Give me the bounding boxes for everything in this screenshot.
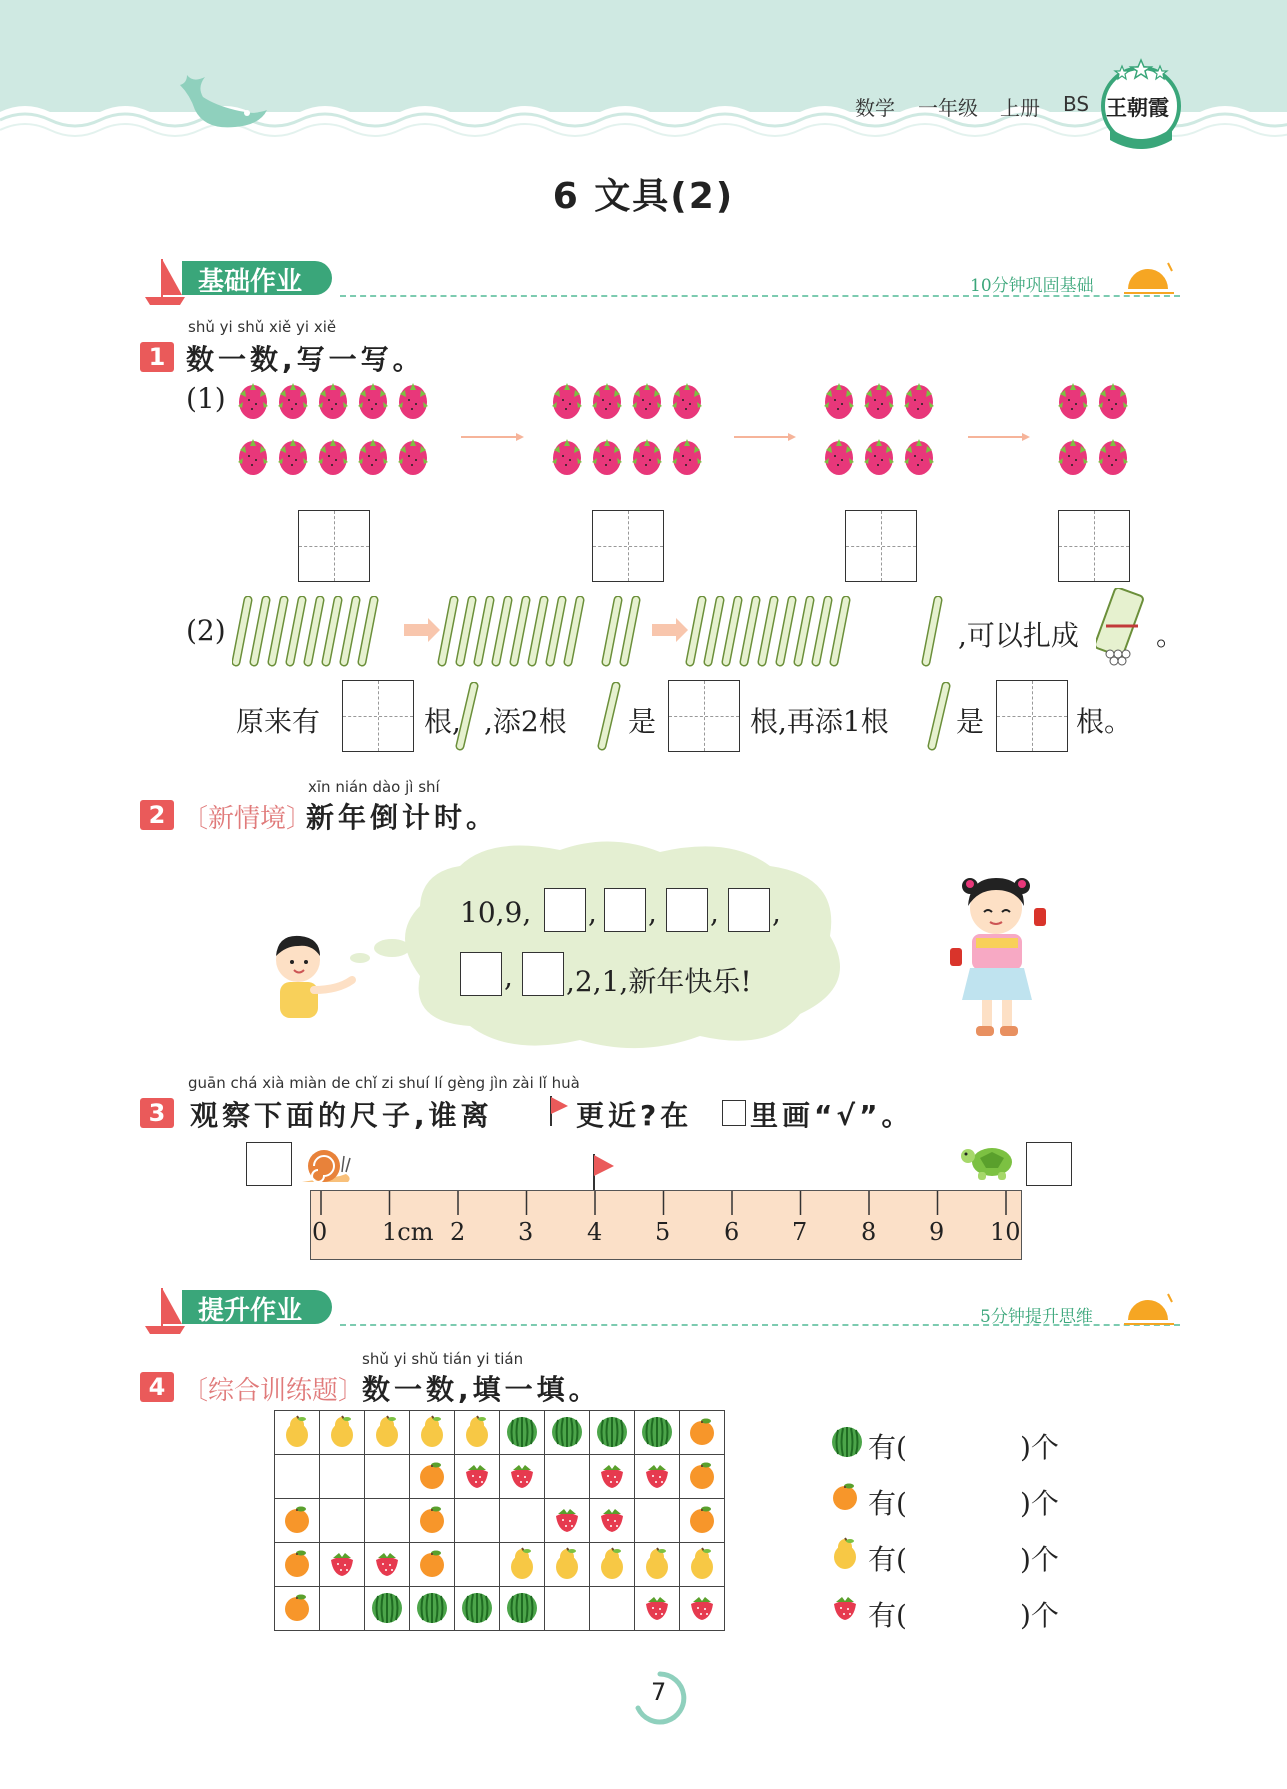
watermelon-icon	[370, 1609, 404, 1628]
orange-icon	[830, 1480, 860, 1516]
answer-box-q1-2c[interactable]	[996, 680, 1068, 752]
sunset-icon	[1120, 1288, 1180, 1328]
grid-cell	[545, 1411, 590, 1455]
grid-cell	[410, 1543, 455, 1587]
q1-line2-e: 根,再添1根	[750, 705, 889, 738]
answer-box-q2-2[interactable]	[604, 888, 646, 932]
strawberry-icon	[552, 1519, 582, 1538]
grid-cell	[275, 1411, 320, 1455]
q3-text-c: 里画“√”。	[750, 1099, 914, 1132]
pear-icon	[642, 1565, 672, 1584]
grid-cell	[590, 1411, 635, 1455]
answer-blank[interactable]	[926, 1426, 1016, 1462]
q4-pinyin: shǔ yi shǔ tián yi tián	[362, 1350, 524, 1368]
answer-row-orange	[830, 1478, 1070, 1522]
ruler-label-0: 0	[312, 1218, 328, 1246]
grid-cell	[545, 1499, 590, 1543]
square-symbol	[722, 1100, 746, 1126]
answer-unit: )个	[1020, 1543, 1059, 1576]
strawberry-icon	[830, 1592, 860, 1626]
grid-cell	[635, 1455, 680, 1499]
section-header-basic	[140, 255, 1180, 305]
pear-icon	[597, 1565, 627, 1584]
q2-comma: ,	[648, 896, 657, 929]
q1-number: 1	[140, 342, 174, 372]
grid-cell	[635, 1411, 680, 1455]
q1-line2-d: 是	[628, 705, 657, 738]
q2-pinyin: xīn nián dào jì shí	[308, 778, 440, 796]
grid-cell	[320, 1499, 365, 1543]
grid-cell	[365, 1499, 410, 1543]
answer-box-q2-1[interactable]	[544, 888, 586, 932]
grid-cell	[500, 1455, 545, 1499]
pear-icon	[552, 1565, 582, 1584]
answer-unit: )个	[1020, 1487, 1059, 1520]
ruler-label-3: 3	[518, 1218, 534, 1246]
watermelon-icon	[830, 1424, 864, 1462]
q2-text: 新年倒计时。	[306, 801, 499, 834]
section-time-note: 5分钟提升思维	[980, 1307, 1093, 1327]
header-subject: 数学	[855, 96, 895, 120]
stick-icon	[594, 682, 624, 752]
answer-unit: )个	[1020, 1431, 1059, 1464]
q1-text: 数一数,写一写。	[186, 343, 425, 376]
stick-icon	[452, 682, 482, 752]
grid-row	[275, 1587, 725, 1631]
answer-label: 有(	[868, 1543, 907, 1576]
answer-row-watermelon	[830, 1422, 1070, 1466]
q4-number: 4	[140, 1372, 174, 1402]
q1-line2-a: 原来有	[236, 705, 321, 738]
fruit-grid	[274, 1410, 725, 1631]
section-time-note: 10分钟巩固基础	[970, 276, 1094, 296]
section-label: 提升作业	[198, 1296, 303, 1326]
header-edition: BS	[1063, 92, 1090, 116]
orange-icon	[687, 1432, 717, 1451]
ruler-label-8: 8	[861, 1218, 877, 1246]
answer-box-q2-6[interactable]	[522, 952, 564, 996]
answer-box-q1-1a[interactable]	[298, 510, 370, 582]
grid-cell	[500, 1411, 545, 1455]
orange-icon	[282, 1608, 312, 1627]
grid-row	[275, 1543, 725, 1587]
page-header	[0, 0, 1287, 150]
sticks-illustration	[232, 596, 962, 668]
grid-cell	[320, 1411, 365, 1455]
dragon-fruit-rows	[236, 380, 1196, 500]
orange-icon	[417, 1520, 447, 1539]
orange-icon	[417, 1476, 447, 1495]
boy-character-icon	[268, 930, 368, 1030]
q1-line2-c: ,添2根	[484, 705, 567, 738]
ruler-label-1: 1cm	[382, 1218, 434, 1246]
strawberry-icon	[462, 1475, 492, 1494]
answer-blank[interactable]	[926, 1482, 1016, 1518]
strawberry-icon	[642, 1475, 672, 1494]
ruler-label-10: 10	[990, 1218, 1021, 1246]
grid-cell	[500, 1499, 545, 1543]
answer-label: 有(	[868, 1487, 907, 1520]
strawberry-icon	[597, 1519, 627, 1538]
watermelon-icon	[550, 1433, 584, 1452]
grid-cell	[455, 1455, 500, 1499]
pear-icon	[687, 1565, 717, 1584]
ruler-label-5: 5	[655, 1218, 671, 1246]
watermelon-icon	[595, 1433, 629, 1452]
grid-cell	[635, 1587, 680, 1631]
q3-text-a: 观察下面的尺子,谁离	[190, 1099, 493, 1132]
grid-cell	[680, 1455, 725, 1499]
grid-cell	[320, 1455, 365, 1499]
grid-cell	[680, 1543, 725, 1587]
stick-bundle-icon	[1096, 588, 1152, 668]
answer-box-q1-2b[interactable]	[668, 680, 740, 752]
pear-icon	[282, 1433, 312, 1452]
q2-bubble-start: 10,9,	[460, 896, 532, 929]
strawberry-icon	[642, 1607, 672, 1626]
q2-comma: ,	[772, 896, 781, 929]
grid-cell	[545, 1543, 590, 1587]
q2-comma: ,	[588, 896, 597, 929]
q2-tag: 〔新情境〕	[182, 804, 313, 834]
q3-text-b: 更近?在	[576, 1099, 693, 1132]
page-number: 7	[651, 1678, 667, 1706]
brand-logo-text: 王朝霞	[1106, 95, 1169, 120]
answer-box-q2-4[interactable]	[728, 888, 770, 932]
answer-label: 有(	[868, 1431, 907, 1464]
answer-box-turtle[interactable]	[1026, 1142, 1072, 1186]
strawberry-icon	[687, 1607, 717, 1626]
strawberry-icon	[507, 1475, 537, 1494]
q4-text: 数一数,填一填。	[362, 1373, 601, 1406]
grid-cell	[275, 1543, 320, 1587]
answer-box-q2-3[interactable]	[666, 888, 708, 932]
grid-cell	[320, 1543, 365, 1587]
snail-icon	[300, 1138, 354, 1188]
watermelon-icon	[505, 1433, 539, 1452]
q1-pinyin: shǔ yi shǔ xiě yi xiě	[188, 318, 337, 336]
whale-icon	[175, 75, 275, 135]
grid-cell	[500, 1587, 545, 1631]
q1-part1-label: (1)	[186, 382, 226, 415]
watermelon-icon	[640, 1433, 674, 1452]
q1-line2-f: 是	[956, 705, 985, 738]
q3-pinyin: guān chá xià miàn de chǐ zi shuí lí gèng jìn zài lǐ huà	[188, 1074, 580, 1092]
pear-icon	[327, 1433, 357, 1452]
ruler-label-9: 9	[929, 1218, 945, 1246]
flag-icon	[548, 1094, 570, 1128]
answer-unit: )个	[1020, 1599, 1059, 1632]
section-header-advanced	[140, 1284, 1180, 1334]
grid-cell	[455, 1587, 500, 1631]
strawberry-icon	[597, 1475, 627, 1494]
sunset-icon	[1120, 257, 1180, 297]
grid-cell	[545, 1455, 590, 1499]
grid-cell	[365, 1455, 410, 1499]
grid-cell	[680, 1499, 725, 1543]
strawberry-icon	[372, 1563, 402, 1582]
grid-cell	[680, 1411, 725, 1455]
grid-cell	[365, 1587, 410, 1631]
pear-icon	[830, 1536, 860, 1574]
answer-row-strawberry	[830, 1590, 1070, 1634]
grid-cell	[275, 1499, 320, 1543]
ruler-ticks	[311, 1191, 1021, 1221]
grid-cell	[410, 1587, 455, 1631]
q1-part2-label: (2)	[186, 614, 226, 647]
q3-number: 3	[140, 1098, 174, 1128]
answer-blank[interactable]	[926, 1538, 1016, 1574]
answer-label: 有(	[868, 1599, 907, 1632]
ruler-label-6: 6	[724, 1218, 740, 1246]
q1-line2-b: 根,	[424, 705, 461, 738]
answer-box-q1-2a[interactable]	[342, 680, 414, 752]
grid-row	[275, 1499, 725, 1543]
grid-cell	[545, 1587, 590, 1631]
grid-row	[275, 1455, 725, 1499]
grid-cell	[590, 1499, 635, 1543]
grid-cell	[455, 1499, 500, 1543]
q1-line2-g: 根。	[1076, 705, 1133, 738]
grid-cell	[275, 1587, 320, 1631]
grid-cell	[635, 1543, 680, 1587]
grid-row	[275, 1411, 725, 1455]
q2-comma: ,	[504, 960, 513, 993]
girl-character-icon	[946, 868, 1056, 1048]
orange-icon	[417, 1564, 447, 1583]
strawberry-icon	[327, 1563, 357, 1582]
thought-bubble	[340, 836, 860, 1056]
q2-bubble-end: ,2,1,新年快乐!	[566, 965, 752, 998]
header-grade: 一年级	[918, 96, 978, 120]
watermelon-icon	[505, 1609, 539, 1628]
brand-logo	[1100, 58, 1182, 150]
grid-cell	[410, 1499, 455, 1543]
grid-cell	[410, 1411, 455, 1455]
answer-box-q1-1c[interactable]	[845, 510, 917, 582]
ruler-label-2: 2	[450, 1218, 466, 1246]
grid-cell	[635, 1499, 680, 1543]
ruler-flag-icon	[588, 1150, 618, 1192]
grid-cell	[365, 1543, 410, 1587]
answer-row-pear	[830, 1534, 1070, 1578]
pear-icon	[462, 1433, 492, 1452]
fruit-count-answers	[830, 1422, 1070, 1652]
q1-bundle-period: 。	[1156, 619, 1185, 652]
pear-icon	[507, 1565, 537, 1584]
grid-cell	[410, 1455, 455, 1499]
answer-box-snail[interactable]	[246, 1142, 292, 1186]
grid-cell	[590, 1543, 635, 1587]
grid-cell	[680, 1587, 725, 1631]
grid-cell	[275, 1455, 320, 1499]
ruler-label-4: 4	[587, 1218, 603, 1246]
watermelon-icon	[460, 1609, 494, 1628]
pear-icon	[417, 1433, 447, 1452]
orange-icon	[282, 1520, 312, 1539]
grid-cell	[500, 1543, 545, 1587]
q2-number: 2	[140, 800, 174, 830]
section-label: 基础作业	[198, 267, 303, 297]
header-volume: 上册	[1000, 96, 1040, 120]
q1-bundle-text: ,可以扎成	[958, 619, 1079, 652]
grid-cell	[590, 1455, 635, 1499]
answer-box-q1-1d[interactable]	[1058, 510, 1130, 582]
watermelon-icon	[415, 1609, 449, 1628]
grid-cell	[320, 1587, 365, 1631]
answer-blank[interactable]	[926, 1594, 1016, 1630]
page-title: 6 文具(2)	[552, 176, 735, 217]
grid-cell	[590, 1587, 635, 1631]
q4-tag: 〔综合训练题〕	[182, 1376, 365, 1406]
turtle-icon	[958, 1138, 1018, 1184]
q2-comma: ,	[710, 896, 719, 929]
orange-icon	[282, 1564, 312, 1583]
grid-cell	[455, 1543, 500, 1587]
orange-icon	[687, 1476, 717, 1495]
stick-icon	[924, 682, 954, 752]
grid-cell	[365, 1411, 410, 1455]
ruler-label-7: 7	[792, 1218, 808, 1246]
answer-box-q1-1b[interactable]	[592, 510, 664, 582]
orange-icon	[687, 1520, 717, 1539]
grid-cell	[455, 1411, 500, 1455]
pear-icon	[372, 1433, 402, 1452]
answer-box-q2-5[interactable]	[460, 952, 502, 996]
